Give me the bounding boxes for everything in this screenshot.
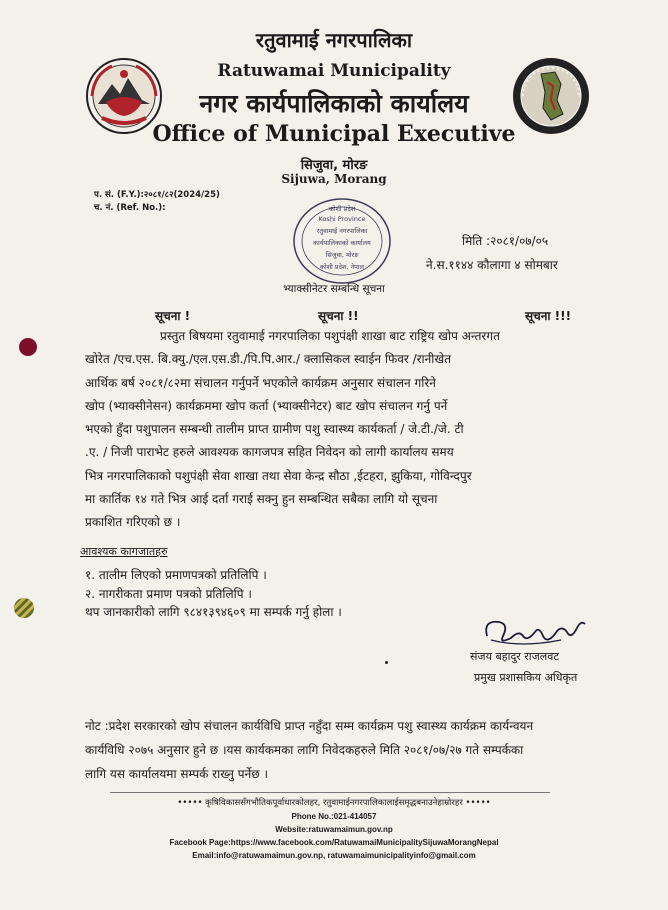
reference-number: च. नं. (Ref. No.): xyxy=(94,203,166,213)
body-line: .ए. / निजी पाराभेट हरुले आवश्यक कागजपत्र सहित निवेदन को लागी कार्यालय समय xyxy=(85,445,454,460)
stamp-line: कोशी प्रदेश xyxy=(328,205,356,213)
stamp-line: रतुवामाई नगरपालिका xyxy=(316,227,368,235)
signatory-title: प्रमुख प्रशासकिय अधिकृत xyxy=(474,671,578,684)
required-documents-title: आवश्यक कागजातहरु xyxy=(80,545,168,558)
note-line: नोट :प्रदेश सरकारको खोप संचालन कार्यविधि प्राप्त नहुँदा सम्म कार्यक्रम पशु स्वास्थ्य कार्यक्रम कार्यन्वयन xyxy=(85,719,534,733)
body-line: खोरेत /एच.एस. बि.क्यु./एल.एस.डी./पि.पि.आर./ क्लासिकल स्वाईन फिवर /रानीखेत xyxy=(85,352,452,367)
nepal-sambat-date: ने.स.११४४ कौलागा ४ सोमबार xyxy=(426,258,558,272)
municipality-name-english: Ratuwamai Municipality xyxy=(217,61,451,81)
body-line: भएको हुँदा पशुपालन सम्बन्धी तालीम प्राप्त ग्रामीण पशु स्वास्थ्य कार्यकर्ता / जे.टी./जे. टी xyxy=(85,422,464,437)
body-line: प्रस्तुत बिषयमा रतुवामाई नगरपालिका पशुपंक्षी शाखा बाट राष्ट्रिय खोप अन्तरगत xyxy=(160,329,500,343)
body-line: खोप (भ्याक्सीनेसन) कार्यक्रममा खोप कर्ता (भ्याक्सीनेटर) बाट खोप संचालन गर्नु पर्ने xyxy=(85,398,448,413)
municipality-name-nepali: रतुवामाई नगरपालिका xyxy=(255,28,413,52)
body-line: प्रकाशित गरिएको छ । xyxy=(85,515,181,530)
note-line: लागि यस कार्यालयमा सम्पर्क राख्नु पर्नेछ । xyxy=(85,767,269,781)
binder-clip xyxy=(14,598,34,618)
stamp-line: Koshi Province xyxy=(318,215,366,223)
stamp-line: कोशी प्रदेश, नेपाल xyxy=(320,263,364,271)
note-section xyxy=(85,714,595,786)
notice-label-3: सूचना !!! xyxy=(525,309,572,323)
office-name-nepali: नगर कार्यपालिकाको कार्यालय xyxy=(199,89,469,118)
notice-body xyxy=(85,325,585,535)
fiscal-year: प. सं. (F.Y.):२०८१/८२(2024/25) xyxy=(94,190,220,200)
body-line: मा कार्तिक १४ गते भित्र आई दर्ता गराई सक्नु हुन सम्बन्धित सबैका लागि यो सूचना xyxy=(85,492,438,507)
note-line: कार्यविधि २०७५ अनुसार हुने छ ।यस कार्यकमका लागि निवेदकहरुले मिति २०८१/०७/२७ गते सम्पर्कका xyxy=(85,743,524,757)
ink-dot xyxy=(385,661,388,664)
punch-hole xyxy=(19,338,37,356)
contact-line: थप जानकारीको लागि ९८४१३९४६०९ मा सम्पर्क गर्नु होला । xyxy=(85,605,342,619)
letter-date: मिति :२०८१/०७/०५ xyxy=(462,234,549,248)
footer-website: Website:ratuwamaimun.gov.np xyxy=(275,825,393,834)
footer-email: Email:info@ratuwamaimun.gov.np, ratuwamaimunicipalityinfo@gmail.com xyxy=(192,851,476,860)
footer-phone: Phone No.:021-414057 xyxy=(291,812,377,821)
stamp-line: सिजुवा, मोरङ xyxy=(325,251,359,259)
notice-label-1: सूचना ! xyxy=(155,309,191,323)
footer-divider xyxy=(110,792,550,793)
signature-icon xyxy=(481,610,589,652)
body-line: भित्र नगरपालिकाको पशुपंक्षी सेवा शाखा तथा सेवा केन्द्र सौठा ,ईटहरा, झुकिया, गोविन्दपुर xyxy=(85,468,472,483)
document-item: १. तालीम लिएको प्रमाणपत्रको प्रतिलिपि । xyxy=(85,568,267,582)
document-item: २. नागरीकता प्रमाण पत्रको प्रतिलिपि । xyxy=(85,587,252,601)
stamp-line: कार्यपालिकाको कार्यालय xyxy=(313,239,371,247)
signatory-name: संजय बहादुर राजलवट xyxy=(470,650,559,663)
footer-slogan: ••••• कृषिविकाससँगभौतिकपूर्वाधारकोलहर, रतुवामाईनगरपालिकालाईसमृद्धबनाउनेहाम्रोरहर ••••• xyxy=(177,798,491,808)
office-stamp-icon xyxy=(290,195,395,287)
body-line: आर्थिक बर्ष २०८१/८२मा संचालन गर्नुपर्ने भएकोले कार्यक्रम अनुसार संचालन गरिने xyxy=(85,375,436,390)
letter-subject: भ्याक्सीनेटर सम्बन्धि सूचना xyxy=(283,283,385,295)
place-english: Sijuwa, Morang xyxy=(281,172,387,186)
notice-label-2: सूचना !! xyxy=(318,309,359,323)
footer-facebook: Facebook Page:https://www.facebook.com/RatuwamaiMunicipalitySijuwaMorangNepal xyxy=(169,838,499,847)
place-nepali: सिजुवा, मोरङ xyxy=(300,158,368,173)
office-name-english: Office of Municipal Executive xyxy=(152,121,516,147)
